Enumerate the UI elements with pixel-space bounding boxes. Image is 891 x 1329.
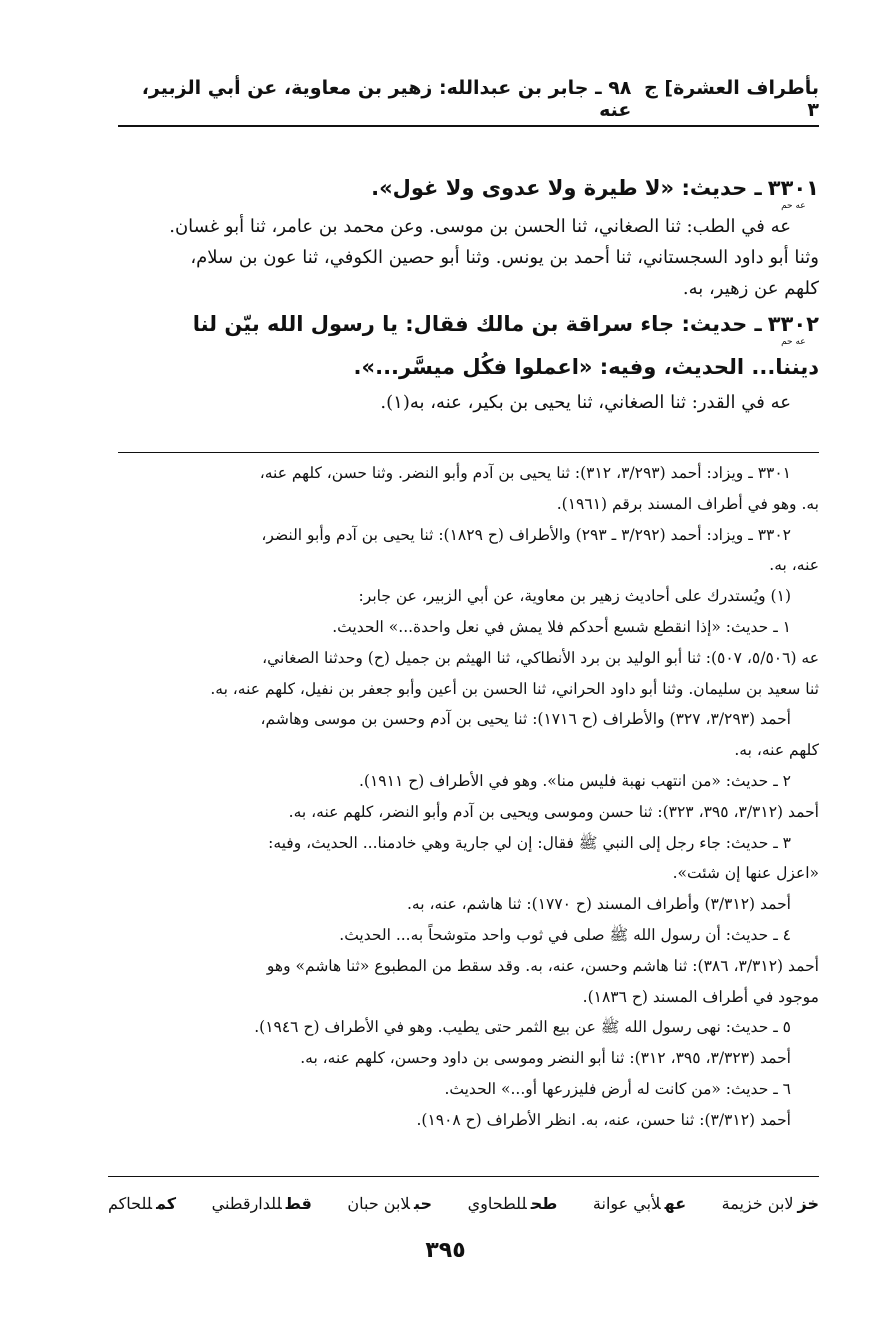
abbreviation-legend bbox=[108, 1190, 819, 1218]
legend-rule bbox=[108, 1176, 819, 1177]
hadith-heading bbox=[106, 168, 819, 211]
footnote-line: أحمد (٣/٣١٢) وأطراف المسند (ح ١٧٧٠): ثنا هاشم، عنه، به. bbox=[407, 895, 791, 914]
header-chapter-title: ٩٨ ـ جابر بن عبدالله: زهير بن معاوية، عن أبي الزبير، عنه bbox=[141, 77, 632, 121]
hadith-heading-continued bbox=[106, 347, 819, 387]
hadith-title: ـ حديث: «لا طيرة ولا عدوى ولا غول». bbox=[371, 176, 762, 200]
footnote-line: أحمد (٣/٣٢٣، ٣٩٥، ٣١٢): ثنا أبو النضر وموسى بن داود وحسن، كلهم عنه، به. bbox=[300, 1049, 791, 1068]
isnad-line: كلهم عن زهير، به. bbox=[682, 278, 819, 299]
page-number: ٣٩٥ bbox=[425, 1238, 466, 1263]
footnote-line: ٣ ـ حديث: جاء رجل إلى النبي ﷺ فقال: إن لي جارية وهي خادمنا... الحديث، وفيه: bbox=[268, 833, 791, 852]
footnote-line: ٣٣٠٢ ـ ويزاد: أحمد (٣/٢٩٢ ـ ٢٩٣) والأطراف (ح ١٨٢٩): ثنا يحيى بن آدم وأبو النضر، bbox=[261, 525, 791, 544]
footnote-line: عه (٥/٥٠٦، ٥٠٧): ثنا أبو الوليد بن برد الأنطاكي، ثنا الهيثم بن جميل (ح) وحدثنا الصغاني، bbox=[262, 648, 819, 667]
source-marks: عه حم bbox=[781, 337, 806, 347]
isnad-line: عه في القدر: ثنا الصغاني، ثنا يحيى بن بكير، عنه، به(١). bbox=[380, 392, 791, 413]
footnote-line: ٦ ـ حديث: «من كانت له أرض فليزرعها أو...» الحديث. bbox=[444, 1079, 791, 1098]
running-header bbox=[118, 77, 819, 121]
footnote-line: ٣٣٠١ ـ ويزاد: أحمد (٣/٢٩٣، ٣١٢): ثنا يحيى بن آدم وأبو النضر. وثنا حسن، كلهم عنه، bbox=[259, 464, 791, 482]
header-rule bbox=[118, 125, 819, 127]
isnad-line: وثنا أبو داود السجستاني، ثنا أحمد بن يونس. وثنا أبو حصين الكوفي، ثنا عون بن سلام، bbox=[190, 247, 819, 268]
main-text bbox=[106, 168, 819, 418]
footnote-line: ٢ ـ حديث: «من انتهب نهبة فليس منا». وهو في الأطراف (ح ١٩١١). bbox=[358, 771, 791, 790]
legend-item: خزلابن خزيمة bbox=[721, 1194, 819, 1213]
footnote-line: «اعزل عنها إن شئت». bbox=[672, 864, 819, 883]
footnote-line: ١ ـ حديث: «إذا انقطع شسع أحدكم فلا يمش في نعل واحدة...» الحديث. bbox=[332, 617, 791, 636]
footnote-line: عنه، به. bbox=[769, 556, 819, 575]
footnote-line: أحمد (٣/٣١٢، ٣٩٥، ٣٢٣): ثنا حسن وموسى ويحيى بن آدم وأبو النضر، كلهم عنه، به. bbox=[288, 802, 819, 821]
footnote-line: ٤ ـ حديث: أن رسول الله ﷺ صلى في ثوب واحد متوشحاً به... الحديث. bbox=[339, 925, 791, 944]
footnote-line: كلهم عنه، به. bbox=[734, 741, 819, 760]
footnote-line: به. وهو في أطراف المسند برقم (١٩٦١). bbox=[556, 494, 819, 513]
footnote-line: (١) ويُستدرك على أحاديث زهير بن معاوية، عن أبي الزبير، عن جابر: bbox=[358, 587, 791, 606]
hadith-number: ٣٣٠١ عه حم bbox=[767, 176, 819, 211]
hadith-number: ٣٣٠٢ عه حم bbox=[767, 312, 819, 347]
footnote-line: موجود في أطراف المسند (ح ١٨٣٦). bbox=[582, 987, 819, 1006]
footnotes bbox=[106, 458, 819, 1136]
source-marks: عه حم bbox=[781, 201, 806, 211]
legend-item: كمللحاكم bbox=[108, 1194, 177, 1213]
isnad-line: عه في الطب: ثنا الصغاني، ثنا الحسن بن موسى. وعن محمد بن عامر، ثنا أبو غسان. bbox=[169, 216, 791, 237]
footnote-line: أحمد (٣/٣١٢): ثنا حسن، عنه، به. انظر الأطراف (ح ١٩٠٨). bbox=[416, 1110, 791, 1129]
footnote-line: ثنا سعيد بن سليمان. وثنا أبو داود الحراني، ثنا الحسن بن أعين وأبو جعفر بن نفيل، كلهم عنه، به. bbox=[210, 679, 819, 698]
legend-item: حبلابن حبان bbox=[347, 1194, 433, 1213]
legend-item: طحللطحاوي bbox=[467, 1194, 558, 1213]
footnote-line: ٥ ـ حديث: نهى رسول الله ﷺ عن بيع الثمر حتى يطيب. وهو في الأطراف (ح ١٩٤٦). bbox=[254, 1018, 791, 1037]
hadith-title: ـ حديث: جاء سراقة بن مالك فقال: يا رسول الله بيّن لنا bbox=[192, 312, 762, 336]
header-book-title: بأطراف العشرة] ج ٣ bbox=[644, 77, 819, 121]
legend-item: عهلأبي عوانة bbox=[592, 1194, 687, 1213]
legend-item: قطللدارقطني bbox=[211, 1194, 312, 1213]
footnote-rule bbox=[118, 452, 819, 453]
footnote-line: أحمد (٣/٢٩٣، ٣٢٧) والأطراف (ح ١٧١٦): ثنا يحيى بن آدم وحسن بن موسى وهاشم، bbox=[260, 710, 791, 729]
hadith-heading bbox=[106, 304, 819, 347]
hadith-title-continued: ديننا... الحديث، وفيه: «اعملوا فكُل ميسَّر...». bbox=[353, 355, 819, 379]
footnote-line: أحمد (٣/٣١٢، ٣٨٦): ثنا هاشم وحسن، عنه، به. وقد سقط من المطبوع «ثنا هاشم» وهو bbox=[266, 956, 819, 975]
